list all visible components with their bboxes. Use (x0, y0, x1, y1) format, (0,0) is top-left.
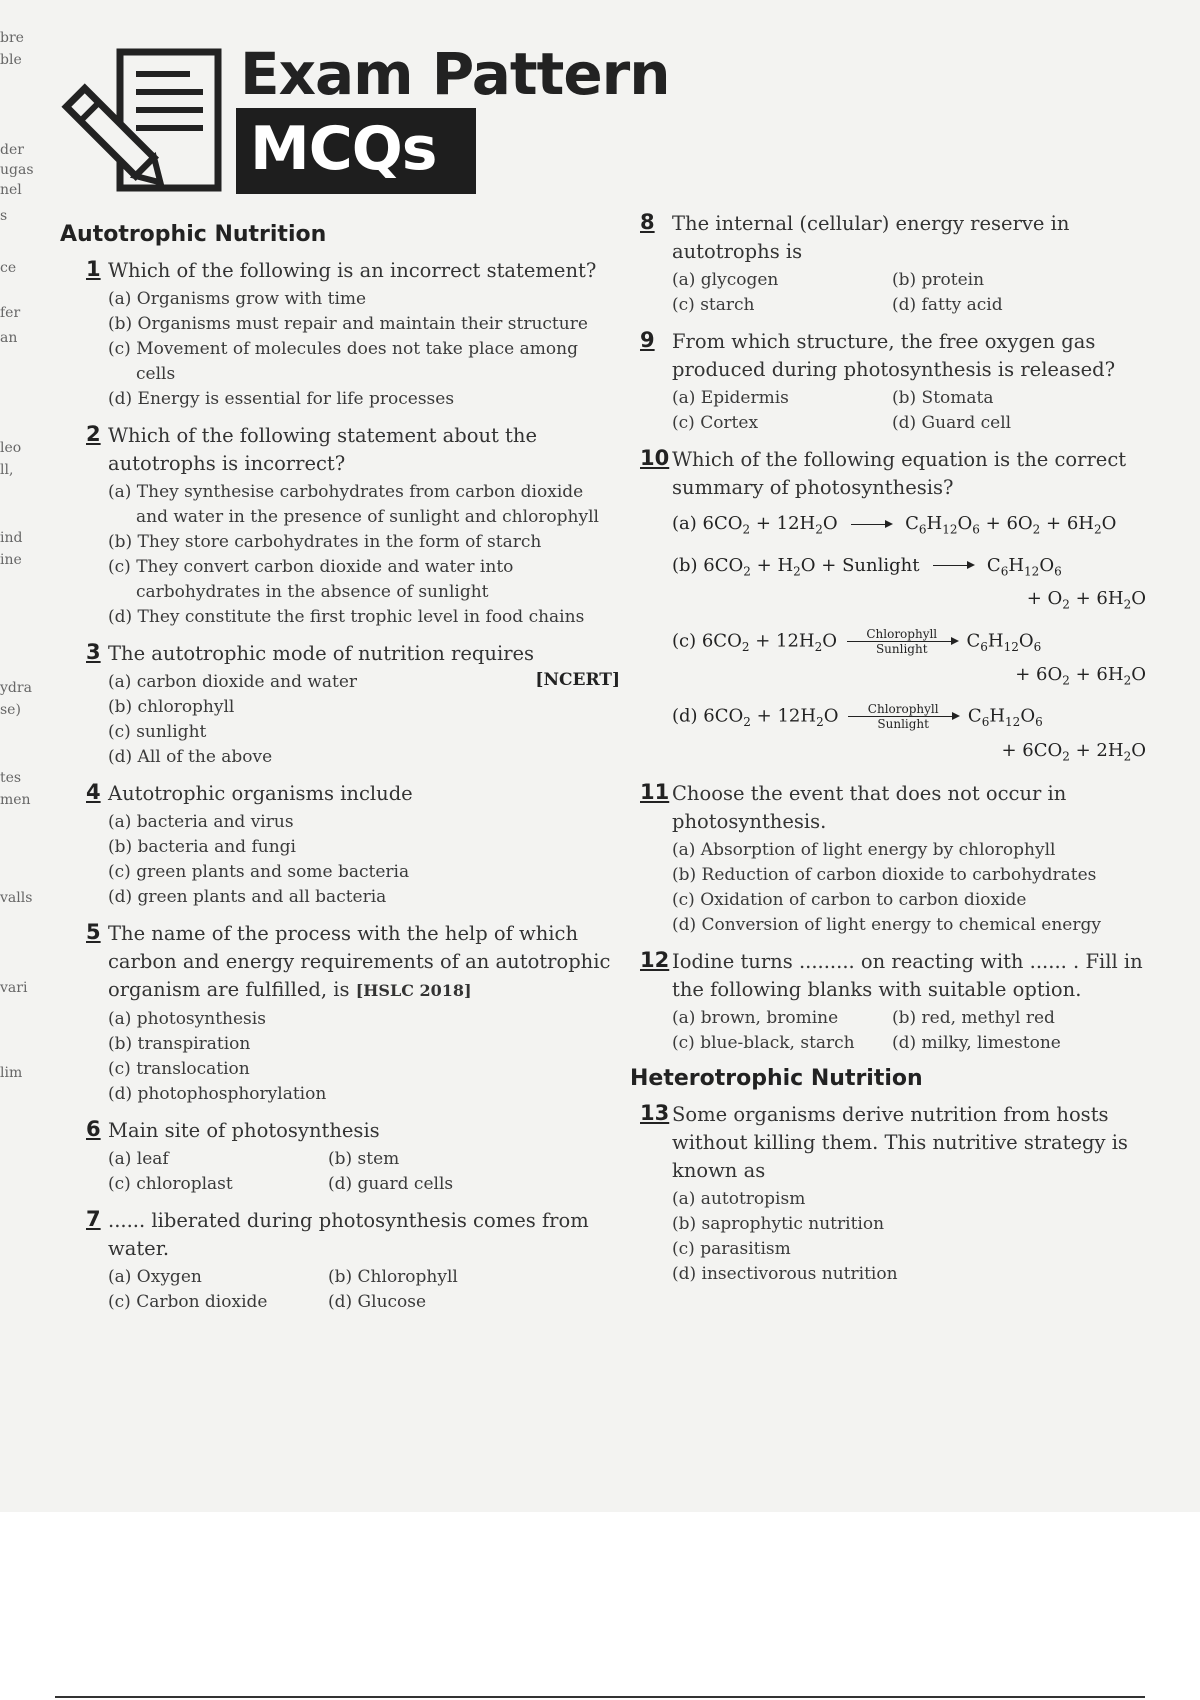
option: (b) bacteria and fungi (108, 837, 296, 857)
option: (d) fatty acid (892, 295, 1003, 315)
question-10 (640, 446, 1160, 770)
adjacent-page-bleed (0, 30, 48, 1090)
option: (b) They store carbohydrates in the form of starch (108, 532, 542, 552)
document-pencil-icon (58, 48, 228, 198)
option: (b) Chlorophyll (328, 1267, 458, 1287)
option: (c) sunlight (108, 722, 207, 742)
arrow-label-top: Chlorophyll (867, 702, 939, 717)
question-1 (60, 257, 620, 412)
option: (d) photophosphorylation (108, 1084, 327, 1104)
option: (a) Absorption of light energy by chlorophyll (672, 840, 1056, 861)
option: (a) bacteria and virus (108, 812, 294, 832)
left-column (60, 222, 620, 1325)
right-column (630, 210, 1160, 1297)
question-4 (60, 780, 620, 910)
bleed-text: ydra (0, 680, 32, 696)
bleed-text: ind (0, 530, 23, 546)
question-number: 11 (640, 780, 670, 805)
option: (a) leaf (108, 1149, 169, 1169)
question-text: Iodine turns ......... on reacting with ...... . Fill in the following blanks with suitable option. (672, 950, 1143, 1002)
question-number: 5 (86, 920, 101, 944)
question-number: 2 (86, 422, 101, 446)
question-text: Which of the following statement about the autotrophs is incorrect? (108, 424, 537, 475)
question-7 (60, 1207, 620, 1315)
section-title-heterotrophic: Heterotrophic Nutrition (630, 1066, 923, 1092)
option: (b) Organisms must repair and maintain their structure (108, 314, 588, 334)
question-text: The internal (cellular) energy reserve in autotrophs is (672, 212, 1070, 263)
option: (d) Guard cell (892, 413, 1012, 433)
option: (c) blue-black, starch (672, 1033, 855, 1054)
question-text: Choose the event that does not occur in photosynthesis. (672, 782, 1067, 834)
question-text-body: The name of the process with the help of which carbon and energy requirements of an autotrophic organism are fulfilled, is (108, 922, 611, 1001)
option: (b) saprophytic nutrition (672, 1214, 885, 1235)
question-text: ...... liberated during photosynthesis comes from water. (108, 1209, 589, 1260)
question-text: Some organisms derive nutrition from hosts without killing them. This nutritive strategy is known as (672, 1103, 1128, 1183)
option: (d) green plants and all bacteria (108, 887, 387, 907)
bleed-text: lim (0, 1065, 23, 1081)
option: (d) All of the above (108, 747, 273, 767)
option: (b) stem (328, 1149, 400, 1169)
option: (d) guard cells (328, 1174, 454, 1194)
option: (c) Cortex (672, 413, 759, 433)
bleed-text: ble (0, 52, 22, 68)
arrow-icon (933, 565, 973, 566)
option: (d) Glucose (328, 1292, 427, 1312)
question-text: Autotrophic organisms include (108, 782, 413, 805)
question-number: 1 (86, 257, 101, 281)
option: (a) carbon dioxide and water (108, 672, 358, 692)
reaction-arrow (848, 702, 958, 731)
question-2 (60, 422, 620, 630)
option: (d) Conversion of light energy to chemical energy (672, 915, 1101, 936)
mcq-badge (236, 108, 476, 194)
option: (b) protein (892, 270, 985, 290)
question-text (108, 920, 620, 1005)
question-number: 6 (86, 1117, 101, 1141)
page-title: Exam Pattern (240, 40, 670, 108)
bottom-divider (55, 1696, 1145, 1698)
question-9 (640, 328, 1160, 436)
question-number: 13 (640, 1101, 670, 1126)
option: (c) Movement of molecules does not take place among cells (108, 339, 578, 384)
option: (c) green plants and some bacteria (108, 862, 410, 882)
bleed-text: ugas (0, 162, 34, 178)
arrow-label-bottom: Sunlight (875, 641, 928, 656)
question-12 (640, 948, 1160, 1056)
option: (b) Reduction of carbon dioxide to carbohydrates (672, 865, 1097, 886)
bleed-text: nel (0, 182, 22, 198)
section-title-autotrophic: Autotrophic Nutrition (60, 222, 327, 247)
option: (a) They synthesise carbohydrates from carbon dioxide and water in the presence of sunlight and chlorophyll (108, 482, 599, 527)
bleed-text: der (0, 142, 24, 158)
bleed-text: leo (0, 440, 22, 456)
question-text: Which of the following equation is the correct summary of photosynthesis? (672, 448, 1127, 499)
option: (d) milky, limestone (892, 1033, 1061, 1054)
question-number: 4 (86, 780, 101, 804)
bleed-text: bre (0, 30, 24, 46)
option: (a) Oxygen (108, 1267, 202, 1287)
equation-option-a: (a) $6CO_2 + 12H_2O$ $C_6H_{12}O_6 + 6O_2 + 6H_2O$ (672, 513, 1117, 537)
question-3 (60, 640, 620, 770)
option: (b) chlorophyll (108, 697, 235, 717)
option: (d) insectivorous nutrition (672, 1264, 898, 1285)
option: (c) translocation (108, 1059, 250, 1079)
bleed-text: s (0, 208, 8, 224)
question-number: 3 (86, 640, 101, 664)
option: (a) Organisms grow with time (108, 289, 367, 309)
option: (b) red, methyl red (892, 1008, 1055, 1029)
option: (a) Epidermis (672, 388, 789, 408)
arrow-label-bottom: Sunlight (877, 717, 929, 732)
source-tag: [NCERT] (535, 670, 620, 690)
bleed-text: valls (0, 890, 33, 906)
question-number: 7 (86, 1207, 101, 1231)
question-text: From which structure, the free oxygen gas produced during photosynthesis is released? (672, 330, 1116, 381)
option: (a) photosynthesis (108, 1009, 266, 1029)
option: (c) parasitism (672, 1239, 791, 1260)
option: (b) transpiration (108, 1034, 251, 1054)
bleed-text: ce (0, 260, 17, 276)
option: (a) brown, bromine (672, 1008, 839, 1029)
question-text: The autotrophic mode of nutrition requires (108, 642, 535, 665)
option: (a) glycogen (672, 270, 779, 290)
arrow-icon (851, 524, 891, 525)
option: (c) Oxidation of carbon to carbon dioxide (672, 890, 1027, 911)
bleed-text: ll, (0, 462, 14, 478)
bleed-text: men (0, 792, 31, 808)
equation-option-c: (c) $6CO_2 + 12H_2O$ Chlorophyll Sunlight $C_6H_{12}O_6$ + $6O_2 + 6H_2O$ (672, 626, 1146, 688)
option: (c) They convert carbon dioxide and water into carbohydrates in the absence of sunlight (108, 557, 514, 602)
question-5 (60, 920, 620, 1107)
option: (a) autotropism (672, 1189, 806, 1210)
equation-option-b: (b) $6CO_2 + H_2O$ + Sunlight $C_6H_{12}O_6$ + $O_2 + 6H_2O$ (672, 554, 1146, 612)
question-number: 9 (640, 328, 655, 352)
question-number: 12 (640, 948, 670, 973)
bleed-text: vari (0, 980, 28, 996)
question-number: 10 (640, 446, 670, 470)
question-13 (640, 1101, 1160, 1287)
bleed-text: fer (0, 305, 21, 321)
source-tag: [HSLC 2018] (355, 981, 472, 1000)
bleed-text: ine (0, 552, 22, 568)
question-number: 8 (640, 210, 655, 234)
option: (d) They constitute the first trophic level in food chains (108, 607, 585, 627)
mcq-badge-text: MCQs (250, 114, 437, 184)
question-text: Main site of photosynthesis (108, 1119, 380, 1142)
equation-option-d: (d) $6CO_2 + 12H_2O$ Chlorophyll Sunlight $C_6H_{12}O_6$ + $6CO_2 + 2H_2O$ (672, 702, 1146, 764)
question-8 (640, 210, 1160, 318)
question-6 (60, 1117, 620, 1197)
option: (c) starch (672, 295, 755, 315)
option: (c) Carbon dioxide (108, 1292, 268, 1312)
arrow-label-top: Chlorophyll (866, 626, 938, 641)
bleed-text: tes (0, 770, 22, 786)
question-text: Which of the following is an incorrect statement? (108, 259, 597, 282)
reaction-arrow (847, 627, 957, 656)
question-11 (640, 780, 1160, 938)
option: (b) Stomata (892, 388, 994, 408)
option: (c) chloroplast (108, 1174, 233, 1194)
bleed-text: se) (0, 702, 21, 718)
bleed-text: an (0, 330, 18, 346)
option: (d) Energy is essential for life processes (108, 389, 455, 409)
